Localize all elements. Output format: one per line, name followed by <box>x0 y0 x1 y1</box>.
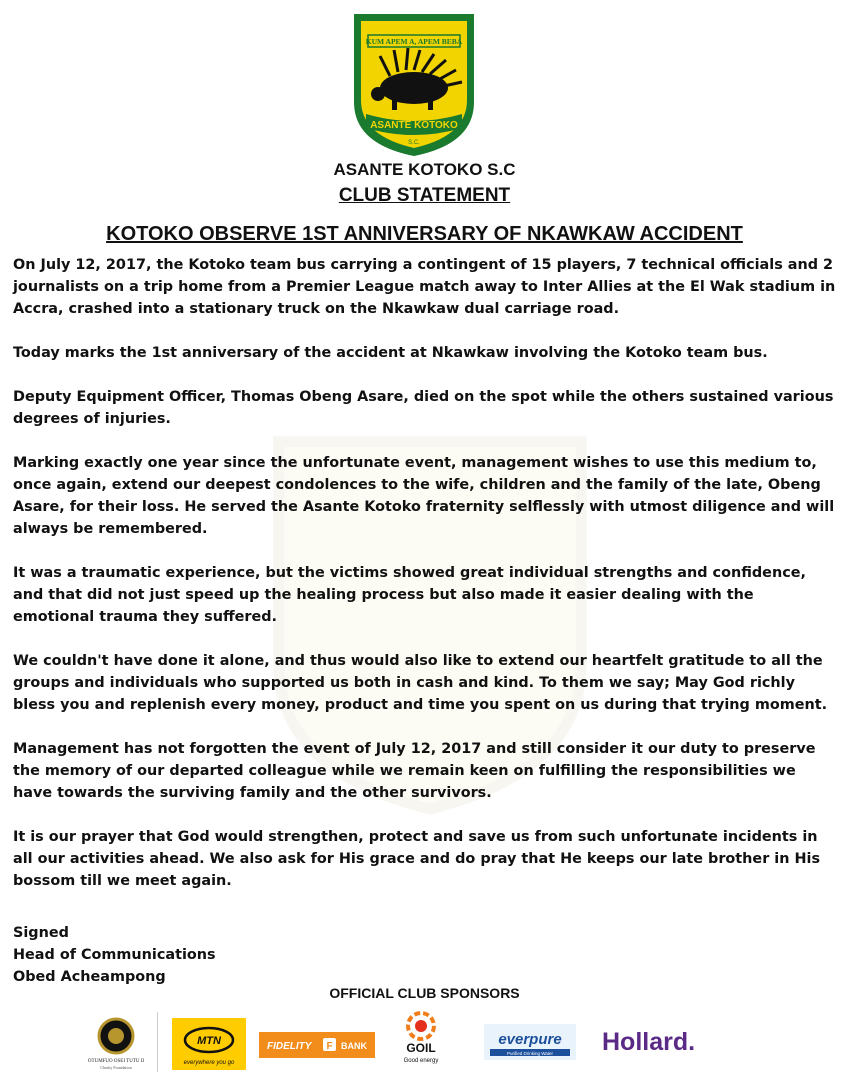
sponsors-title: OFFICIAL CLUB SPONSORS <box>329 985 520 1001</box>
asante-kotoko-crest <box>350 10 478 158</box>
paragraph: Management has not forgotten the event of July 12, 2017 and still consider it our duty to preserve the memory of our departed colleague while we remain keen on fulfilling the responsibilities we have towards the surviving family and the other survivors. <box>13 741 816 801</box>
goil-tagline: Good energy <box>403 1058 439 1064</box>
mtn-name: MTN <box>197 1035 221 1047</box>
statement-body <box>13 254 839 914</box>
sponsor-divider <box>157 1012 158 1072</box>
paragraph: It is our prayer that God would strengthen, protect and save us from such unfortunate incidents in all our activities ahead. We also ask for His grace and do pray that He keeps our late brother in His bossom till we meet again. <box>13 829 821 889</box>
headline-text: KOTOKO OBSERVE 1ST ANNIVERSARY OF NKAWKAW ACCIDENT <box>106 223 743 245</box>
paragraph: On July 12, 2017, the Kotoko team bus carrying a contingent of 15 players, 7 technical officials and 2 journalists on a trip home from a Premier League match away to Inter Allies at the El Wak stadium in Accra, crashed into a stationary truck on the Nkawkaw dual carriage road. <box>13 257 836 317</box>
everpure-tagline: Purified Drinking Water <box>506 1051 554 1056</box>
signatory-name: Obed Acheampong <box>13 969 166 985</box>
everpure-logo <box>484 1024 576 1060</box>
otumfuo-logo <box>78 1014 154 1072</box>
mtn-logo <box>172 1018 246 1070</box>
paragraph: It was a traumatic experience, but the victims showed great individual strengths and confidence, and that did not just speed up the healing process but also made it easier dealing with the emotional trauma they suffered. <box>13 565 806 625</box>
headline <box>0 223 849 246</box>
paragraph: We couldn't have done it alone, and thus would also like to extend our heartfelt gratitude to all the groups and individuals who supported us both in cash and kind. To them we say; May God richly bless you and replenish every money, product and time you spent on us during that trying moment. <box>13 653 828 713</box>
signature-block <box>13 922 216 988</box>
crest-sc: S.C. <box>408 140 420 146</box>
goil-logo <box>392 1010 450 1066</box>
paragraph: Marking exactly one year since the unfortunate event, management wishes to use this medium to, once again, extend our deepest condolences to the wife, children and the family of the late, Obeng Asare, for their loss. He served the Asante Kotoko fraternity selflessly with utmost diligence and will always be remembered. <box>13 455 835 537</box>
goil-name: GOIL <box>406 1041 436 1055</box>
otumfuo-name: OTUMFUO OSEI TUTU II <box>87 1059 145 1064</box>
paragraph: Deputy Equipment Officer, Thomas Obeng Asare, died on the spot while the others sustained various degrees of injuries. <box>13 389 834 427</box>
fidelity-name: FIDELITY <box>267 1041 312 1052</box>
hollard-name: Hollard. <box>602 1028 696 1056</box>
otumfuo-sub: Charity Foundation <box>100 1065 132 1070</box>
signed-label: Signed <box>13 925 69 941</box>
everpure-name: everpure <box>498 1031 562 1048</box>
club-name: ASANTE KOTOKO S.C <box>333 160 516 179</box>
fidelity-bank-logo <box>259 1032 375 1058</box>
paragraph: Today marks the 1st anniversary of the accident at Nkawkaw involving the Kotoko team bus. <box>13 345 768 361</box>
statement-label-text: CLUB STATEMENT <box>338 185 511 206</box>
crest-banner: ASANTE KOTOKO <box>370 120 458 131</box>
signatory-title: Head of Communications <box>13 947 216 963</box>
goil-flame-icon <box>408 1013 434 1039</box>
fidelity-f-icon: F <box>326 1041 333 1052</box>
mtn-tagline: everywhere you go <box>183 1060 235 1066</box>
statement-label <box>0 185 849 207</box>
crest-motto: KUM APEM A, APEM BEBA <box>365 37 463 46</box>
fidelity-bank: BANK <box>341 1041 367 1051</box>
hollard-logo <box>600 1024 700 1058</box>
